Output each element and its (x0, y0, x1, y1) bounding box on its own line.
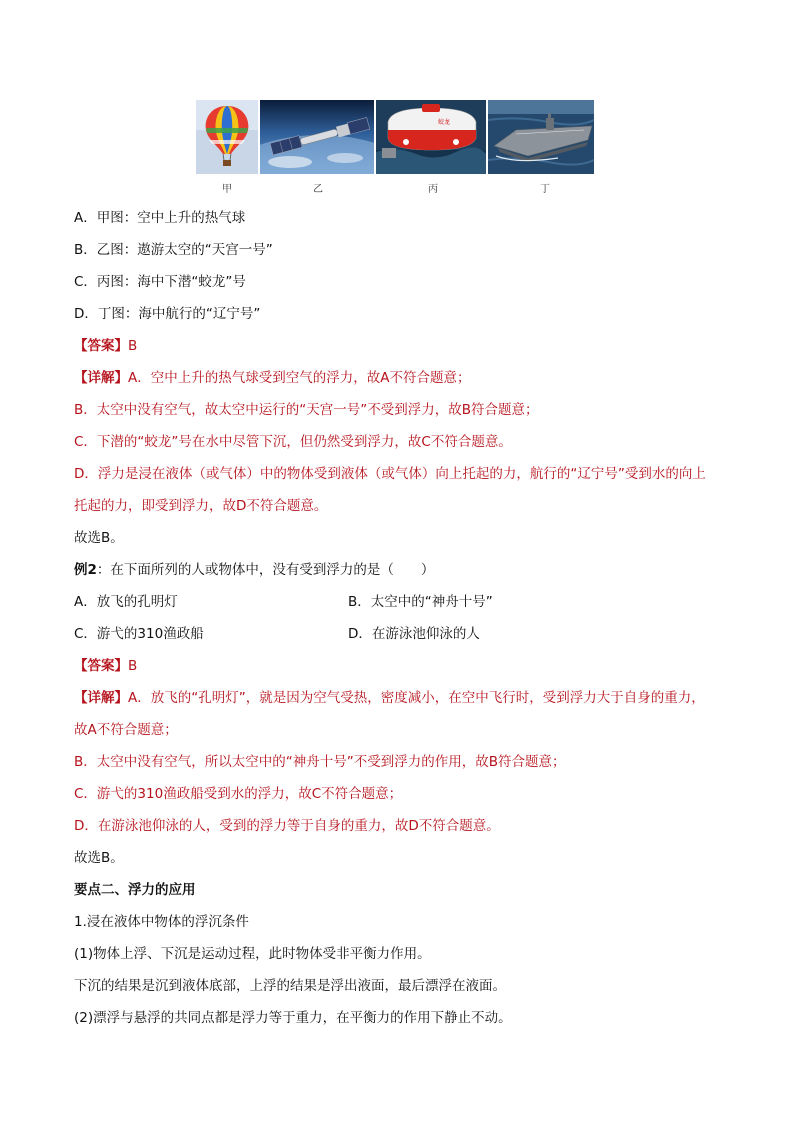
section-line-3: 下沉的结果是沉到液体底部，上浮的结果是浮出液面，最后漂浮在液面。 (74, 978, 506, 994)
q2-stem (74, 561, 434, 579)
q1-answer (74, 337, 137, 355)
q2-detail-line-2: 故A不符合题意； (74, 722, 178, 738)
answer-tag: 【答案】 (74, 658, 128, 674)
q2-option-d: D．在游泳池仰泳的人 (348, 626, 480, 642)
q1-detail-line-5: 托起的力，即受到浮力，故D不符合题意。 (74, 498, 328, 514)
section-heading: 要点二、浮力的应用 (74, 882, 196, 898)
section-line-1: 1.浸在液体中物体的浮沉条件 (74, 914, 249, 930)
figure-caption-bing: 丙 (428, 184, 438, 195)
q1-detail-line-2: B．太空中没有空气，故太空中运行的“天宫一号”不受到浮力，故B符合题意； (74, 402, 539, 418)
figure-caption-yi: 乙 (313, 184, 323, 195)
q1-option-d: D．丁图：海中航行的“辽宁号” (74, 306, 261, 322)
detail-text: A．空中上升的热气球受到空气的浮力，故A不符合题意； (128, 370, 471, 386)
q2-detail-line-3: B．太空中没有空气，所以太空中的“神舟十号”不受到浮力的作用，故B符合题意； (74, 754, 566, 770)
q1-detail-line-1 (74, 369, 470, 387)
q2-stem-text: ：在下面所列的人或物体中，没有受到浮力的是（ ） (96, 562, 435, 578)
answer-tag: 【答案】 (74, 338, 128, 354)
q2-option-c: C．游弋的310渔政船 (74, 626, 204, 642)
q1-option-b: B．乙图：遨游太空的“天宫一号” (74, 242, 273, 258)
q2-option-b: B．太空中的“神舟十号” (348, 594, 493, 610)
figure-caption-ding: 丁 (540, 184, 550, 195)
q2-label: 例2 (74, 562, 97, 578)
q2-answer (74, 657, 137, 675)
aircraft-carrier-image (488, 100, 594, 174)
figure-caption-jia: 甲 (222, 184, 232, 195)
q2-detail-line-1 (74, 689, 705, 707)
q2-detail-line-5: D．在游泳池仰泳的人，受到的浮力等于自身的重力，故D不符合题意。 (74, 818, 500, 834)
q2-conclusion: 故选B。 (74, 850, 124, 866)
detail-tag: 【详解】 (74, 690, 128, 706)
q2-detail-line-4: C．游弋的310渔政船受到水的浮力，故C不符合题意； (74, 786, 403, 802)
detail-tag: 【详解】 (74, 370, 128, 386)
detail-text: A．放飞的“孔明灯”，就是因为空气受热，密度减小，在空中飞行时，受到浮力大于自身的重力， (128, 690, 705, 706)
space-station-image (260, 100, 374, 174)
figure-strip (196, 100, 594, 174)
section-line-4: (2)漂浮与悬浮的共同点都是浮力等于重力，在平衡力的作用下静止不动。 (74, 1010, 512, 1026)
answer-value: B (128, 658, 138, 674)
hot-air-balloon-image (196, 100, 258, 174)
q1-option-a: A．甲图：空中上升的热气球 (74, 210, 246, 226)
q1-detail-line-3: C．下潜的“蛟龙”号在水中尽管下沉，但仍然受到浮力，故C不符合题意。 (74, 434, 512, 450)
section-line-2: (1)物体上浮、下沉是运动过程，此时物体受非平衡力作用。 (74, 946, 431, 962)
q2-option-a: A．放飞的孔明灯 (74, 594, 178, 610)
answer-value: B (128, 338, 138, 354)
svg-text:蛟龙: 蛟龙 (438, 119, 451, 126)
q1-conclusion: 故选B。 (74, 530, 124, 546)
q1-detail-line-4: D．浮力是浸在液体（或气体）中的物体受到液体（或气体）向上托起的力，航行的“辽宁号”受到水的向上 (74, 466, 706, 482)
q1-option-c: C．丙图：海中下潜“蛟龙”号 (74, 274, 246, 290)
submersible-image (376, 100, 486, 174)
